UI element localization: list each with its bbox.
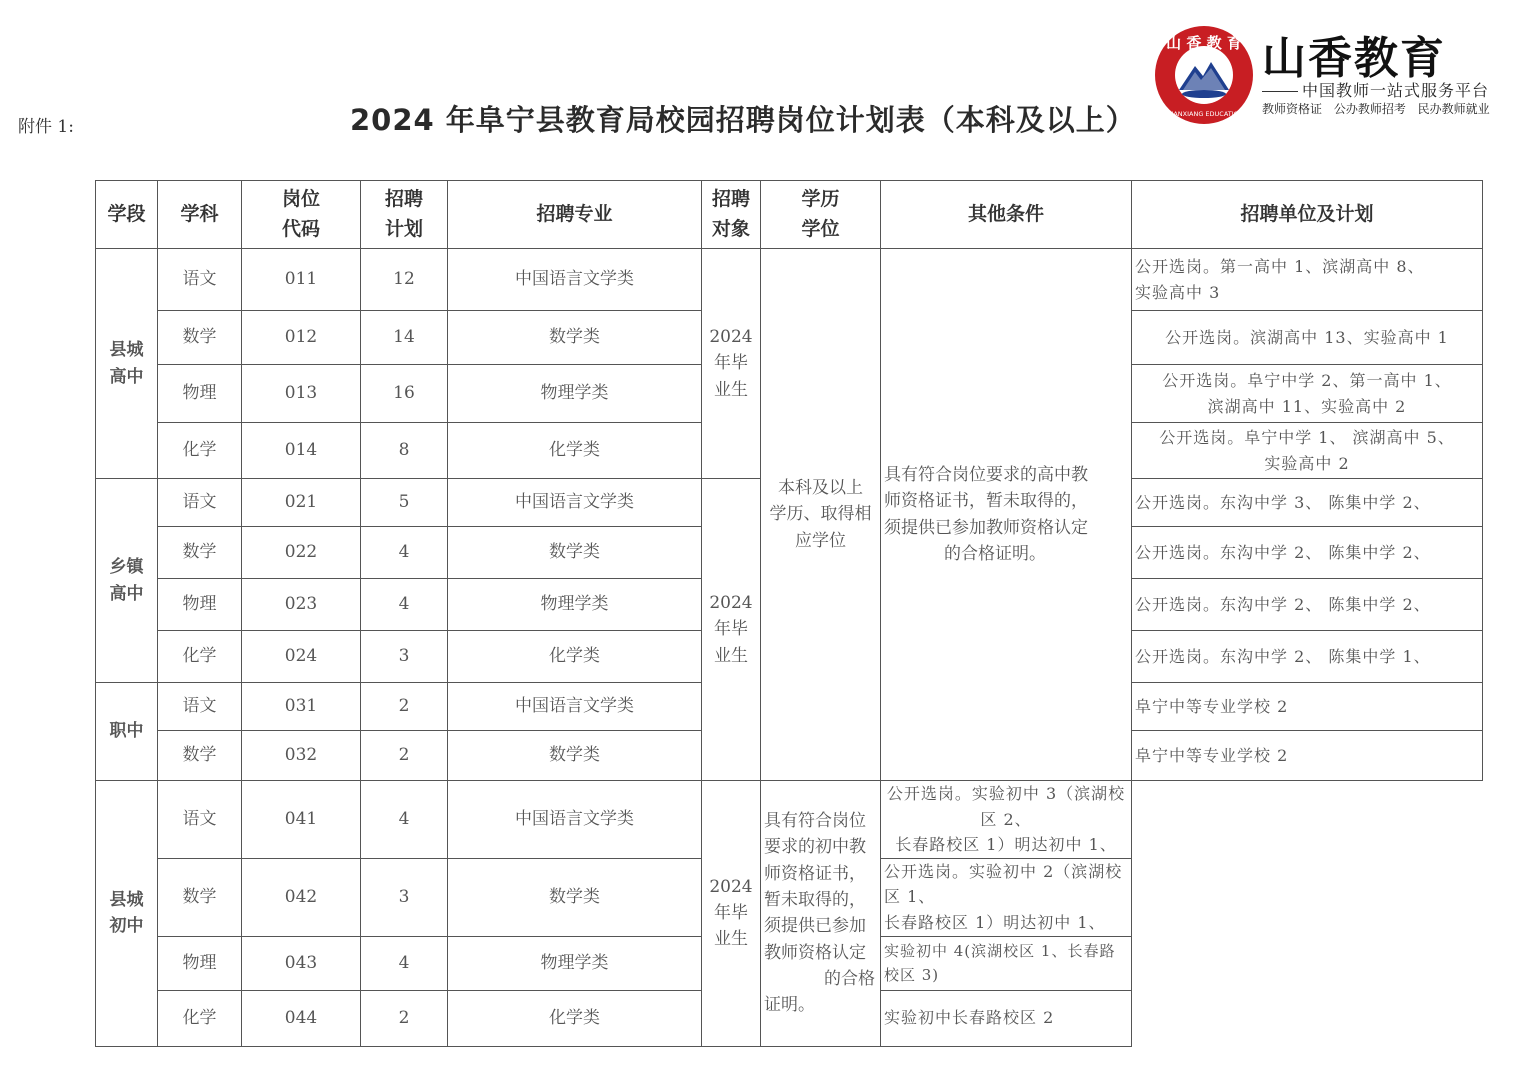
stage-county-middle: 县城 初中 bbox=[96, 781, 158, 1047]
header-subject: 学科 bbox=[158, 181, 242, 249]
cell-subject: 数学 bbox=[158, 527, 242, 579]
stage-town-high: 乡镇 高中 bbox=[96, 479, 158, 683]
cell-major: 物理学类 bbox=[448, 579, 702, 631]
cell-major: 数学类 bbox=[448, 311, 702, 365]
cell-plan: 2 bbox=[361, 683, 448, 731]
header-other-conditions: 其他条件 bbox=[881, 181, 1132, 249]
header-major: 招聘专业 bbox=[448, 181, 702, 249]
table-row bbox=[96, 249, 1483, 311]
header-stage: 学段 bbox=[96, 181, 158, 249]
cell-major: 物理学类 bbox=[448, 365, 702, 423]
table-row bbox=[96, 781, 1483, 859]
stage-county-high: 县城 高中 bbox=[96, 249, 158, 479]
cell-plan: 16 bbox=[361, 365, 448, 423]
cell-major: 数学类 bbox=[448, 731, 702, 781]
cell-units: 阜宁中等专业学校 2 bbox=[1132, 731, 1483, 781]
cell-units: 公开选岗。东沟中学 2、 陈集中学 1、 bbox=[1132, 631, 1483, 683]
seal-english-text: SHANXIANG EDUCATION bbox=[1164, 110, 1244, 118]
header-units: 招聘单位及计划 bbox=[1132, 181, 1483, 249]
cell-major: 物理学类 bbox=[448, 936, 702, 990]
cell-subject: 化学 bbox=[158, 423, 242, 479]
cell-code: 022 bbox=[242, 527, 361, 579]
cell-subject: 语文 bbox=[158, 249, 242, 311]
cell-units: 实验初中长春路校区 2 bbox=[881, 990, 1132, 1046]
cell-subject: 物理 bbox=[158, 579, 242, 631]
cell-plan: 5 bbox=[361, 479, 448, 527]
cell-major: 中国语言文学类 bbox=[448, 479, 702, 527]
cell-code: 043 bbox=[242, 936, 361, 990]
document-title: 2024 年阜宁县教育局校园招聘岗位计划表（本科及以上） bbox=[350, 103, 1136, 137]
cell-subject: 数学 bbox=[158, 858, 242, 936]
brand-slogan bbox=[1262, 78, 1489, 101]
brand-name: 山香教育 bbox=[1262, 33, 1446, 84]
cell-code: 013 bbox=[242, 365, 361, 423]
cell-major: 数学类 bbox=[448, 527, 702, 579]
cell-code: 011 bbox=[242, 249, 361, 311]
target-county-high: 2024 年毕 业生 bbox=[702, 249, 761, 479]
cell-plan: 4 bbox=[361, 579, 448, 631]
cell-major: 中国语言文学类 bbox=[448, 249, 702, 311]
cell-subject: 化学 bbox=[158, 990, 242, 1046]
cell-code: 031 bbox=[242, 683, 361, 731]
cell-units: 公开选岗。东沟中学 2、 陈集中学 2、 bbox=[1132, 527, 1483, 579]
cell-code: 041 bbox=[242, 781, 361, 859]
cell-major: 化学类 bbox=[448, 423, 702, 479]
cell-units: 公开选岗。滨湖高中 13、实验高中 1 bbox=[1132, 311, 1483, 365]
cell-subject: 语文 bbox=[158, 479, 242, 527]
cell-code: 021 bbox=[242, 479, 361, 527]
header-plan: 招聘 计划 bbox=[361, 181, 448, 249]
shanxiang-seal-logo bbox=[1153, 24, 1255, 126]
recruitment-plan-table bbox=[95, 180, 1483, 1047]
cell-major: 中国语言文学类 bbox=[448, 781, 702, 859]
cell-plan: 12 bbox=[361, 249, 448, 311]
cell-plan: 14 bbox=[361, 311, 448, 365]
cell-plan: 2 bbox=[361, 731, 448, 781]
cell-major: 中国语言文学类 bbox=[448, 683, 702, 731]
cell-subject: 数学 bbox=[158, 731, 242, 781]
cell-code: 012 bbox=[242, 311, 361, 365]
cell-plan: 2 bbox=[361, 990, 448, 1046]
header-education: 学历 学位 bbox=[761, 181, 881, 249]
cell-major: 化学类 bbox=[448, 990, 702, 1046]
cell-major: 数学类 bbox=[448, 858, 702, 936]
cell-plan: 3 bbox=[361, 858, 448, 936]
cell-code: 044 bbox=[242, 990, 361, 1046]
cell-plan: 4 bbox=[361, 527, 448, 579]
cell-plan: 4 bbox=[361, 781, 448, 859]
seal-chinese-text: 山 香 教 育 bbox=[1166, 34, 1242, 52]
attachment-label: 附件 1: bbox=[18, 117, 74, 137]
cell-subject: 物理 bbox=[158, 365, 242, 423]
target-county-middle: 2024 年毕 业生 bbox=[702, 781, 761, 1047]
cell-units: 实验初中 4(滨湖校区 1、长春路校区 3) bbox=[881, 936, 1132, 990]
brand-services: 教师资格证 公办教师招考 民办教师就业 bbox=[1262, 102, 1490, 116]
cell-plan: 8 bbox=[361, 423, 448, 479]
cell-plan: 3 bbox=[361, 631, 448, 683]
cell-code: 023 bbox=[242, 579, 361, 631]
stage-vocational: 职中 bbox=[96, 683, 158, 781]
cell-units: 公开选岗。第一高中 1、滨湖高中 8、 实验高中 3 bbox=[1132, 249, 1483, 311]
cell-code: 032 bbox=[242, 731, 361, 781]
cell-major: 化学类 bbox=[448, 631, 702, 683]
cell-subject: 化学 bbox=[158, 631, 242, 683]
cell-subject: 语文 bbox=[158, 683, 242, 731]
education-requirement: 本科及以上 学历、取得相 应学位 bbox=[761, 249, 881, 781]
cell-subject: 物理 bbox=[158, 936, 242, 990]
table-header-row bbox=[96, 181, 1483, 249]
cell-units: 公开选岗。东沟中学 2、 陈集中学 2、 bbox=[1132, 579, 1483, 631]
cell-plan: 4 bbox=[361, 936, 448, 990]
cell-units: 公开选岗。阜宁中学 1、 滨湖高中 5、 实验高中 2 bbox=[1132, 423, 1483, 479]
cell-subject: 数学 bbox=[158, 311, 242, 365]
cell-subject: 语文 bbox=[158, 781, 242, 859]
header-code: 岗位 代码 bbox=[242, 181, 361, 249]
header-target: 招聘 对象 bbox=[702, 181, 761, 249]
cell-units: 公开选岗。阜宁中学 2、第一高中 1、 滨湖高中 11、实验高中 2 bbox=[1132, 365, 1483, 423]
target-town-high-vocational: 2024 年毕 业生 bbox=[702, 479, 761, 781]
brand-slogan-text: 中国教师一站式服务平台 bbox=[1302, 81, 1490, 100]
cell-units: 公开选岗。实验初中 3（滨湖校区 2、 长春路校区 1）明达初中 1、 bbox=[881, 781, 1132, 859]
cell-code: 014 bbox=[242, 423, 361, 479]
cell-units: 公开选岗。实验初中 2（滨湖校区 1、 长春路校区 1）明达初中 1、 bbox=[881, 858, 1132, 936]
cell-units: 公开选岗。东沟中学 3、 陈集中学 2、 bbox=[1132, 479, 1483, 527]
cell-code: 042 bbox=[242, 858, 361, 936]
conditions-high-school: 具有符合岗位要求的高中教 师资格证书，暂未取得的， 须提供已参加教师资格认定 的合格证明。 bbox=[881, 249, 1132, 781]
cell-units: 阜宁中等专业学校 2 bbox=[1132, 683, 1483, 731]
cell-code: 024 bbox=[242, 631, 361, 683]
conditions-middle-school: 具有符合岗位要求的初中教 师资格证书，暂未取得的， 须提供已参加教师资格认定 的合格证明。 bbox=[761, 781, 881, 1047]
